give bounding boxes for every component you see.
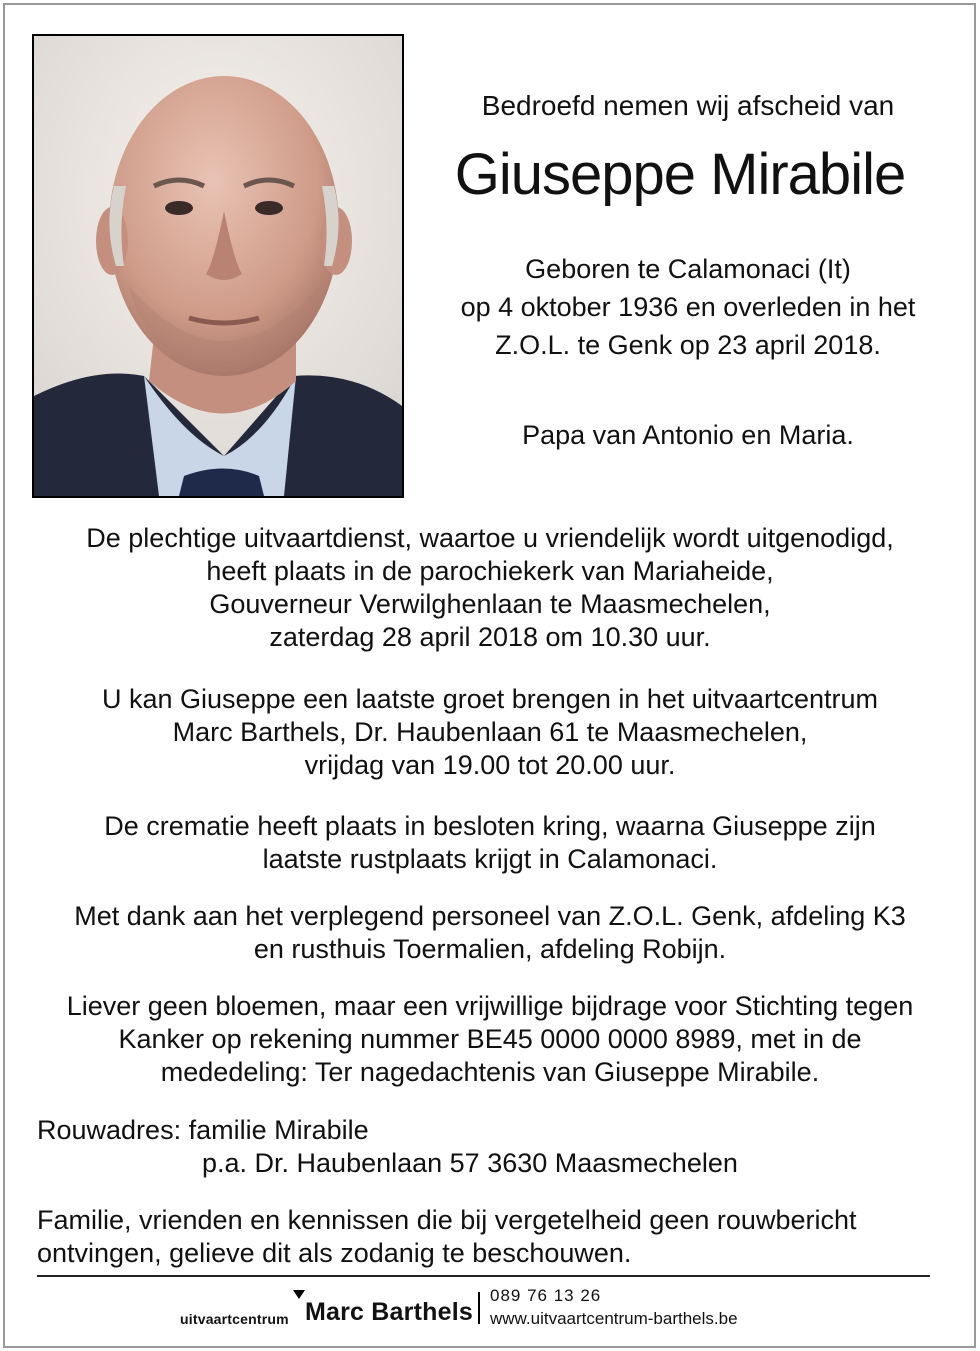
intro-text: Bedroefd nemen wij afscheid van [481,90,895,121]
parents-text: Papa van Antonio en Maria. [522,420,854,450]
text-line: Kanker op rekening nummer BE45 0000 0000 8989, met in de [118,1024,862,1054]
divider-line [37,1275,930,1277]
birth-line: Geboren te Calamonaci (It) [525,254,851,284]
website-link[interactable]: www.uitvaartcentrum-barthels.be [490,1309,738,1328]
text-line: zaterdag 28 april 2018 om 10.30 uur. [269,622,711,652]
mourning-address [37,1114,957,1180]
portrait-photo [32,34,404,498]
deceased-name: Giuseppe Mirabile [454,142,906,207]
text-line: ontvingen, gelieve dit als zodanig te beschouwen. [37,1238,632,1268]
text-line: vrijdag van 19.00 tot 20.00 uur. [304,750,676,780]
birth-details [418,250,958,364]
closing-note [37,1204,957,1270]
text-line: Gouverneur Verwilghenlaan te Maasmechelen, [209,589,771,619]
address-line: p.a. Dr. Haubenlaan 57 3630 Maasmechelen [202,1148,738,1178]
text-line: Marc Barthels, Dr. Haubenlaan 61 te Maasmechelen, [172,717,808,747]
text-line: Liever geen bloemen, maar een vrijwillige bijdrage voor Stichting tegen [66,991,914,1021]
text-line: De plechtige uitvaartdienst, waartoe u vriendelijk wordt uitgenodigd, [86,523,894,553]
service-paragraph [20,522,960,654]
farewell-paragraph [20,683,960,782]
logo-triangle-icon [293,1290,305,1299]
text-line: Met dank aan het verplegend personeel van Z.O.L. Genk, afdeling K3 [74,901,906,931]
text-line: De crematie heeft plaats in besloten kring, waarna Giuseppe zijn [104,811,876,841]
text-line: U kan Giuseppe een laatste groet brengen in het uitvaartcentrum [102,684,878,714]
funeral-home-footer [180,1284,800,1334]
phone-number: 089 76 13 26 [490,1286,602,1305]
cremation-paragraph [20,810,960,876]
text-line: mededeling: Ter nagedachtenis van Giuseppe Mirabile. [160,1057,820,1087]
thanks-paragraph [20,900,960,966]
birth-line: Z.O.L. te Genk op 23 april 2018. [495,330,881,360]
text-line: Familie, vrienden en kennissen die bij vergetelheid geen rouwbericht [37,1205,857,1235]
text-line: heeft plaats in de parochiekerk van Mariaheide, [206,556,774,586]
text-line: laatste rustplaats krijgt in Calamonaci. [262,844,718,874]
birth-line: op 4 oktober 1936 en overleden in het [460,292,916,322]
address-line: Rouwadres: familie Mirabile [37,1115,369,1145]
logo-small-text: uitvaartcentrum [180,1311,289,1327]
text-line: en rusthuis Toermalien, afdeling Robijn. [253,934,727,964]
donation-paragraph [20,990,960,1089]
logo-name: Marc Barthels [305,1298,473,1326]
footer-divider [478,1292,480,1324]
